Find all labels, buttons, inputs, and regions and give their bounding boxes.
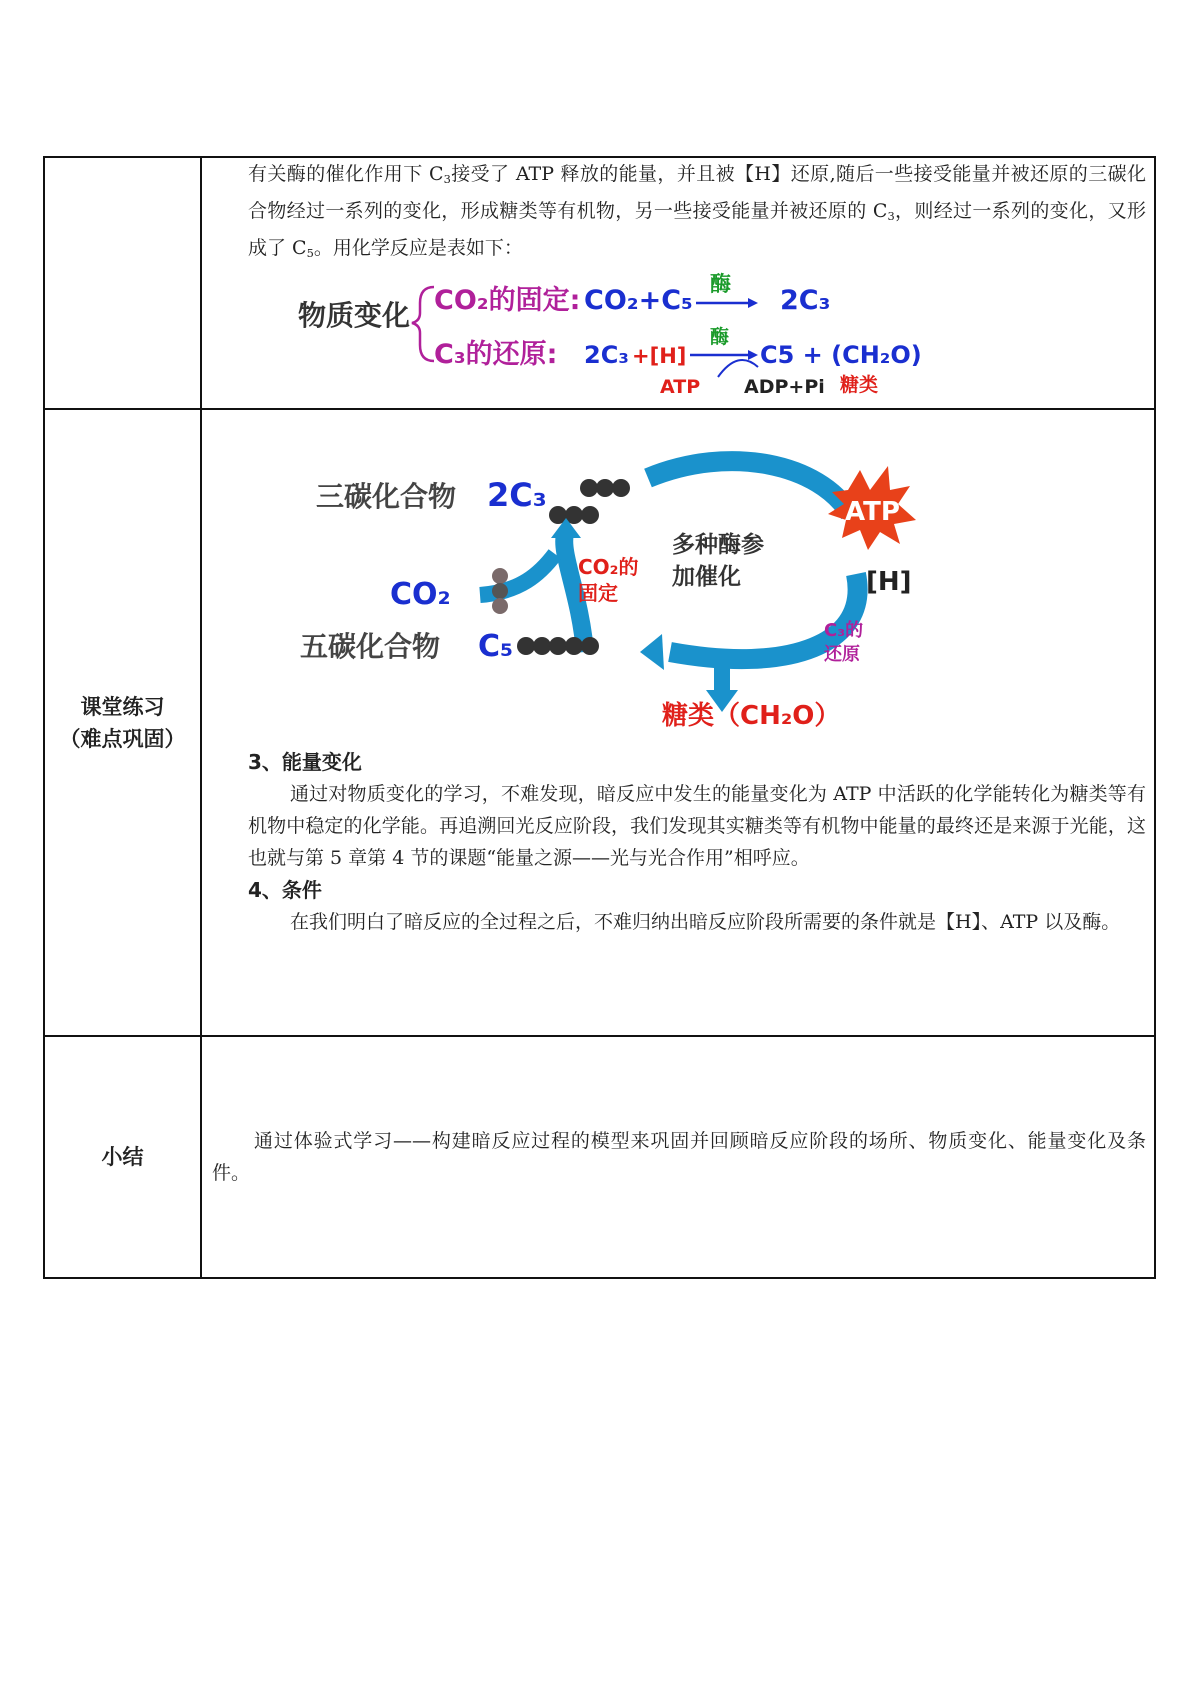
section4-title: 4、条件 bbox=[248, 878, 322, 902]
co2-fixation-diagram-1: CO₂的 bbox=[578, 555, 639, 579]
brace bbox=[412, 287, 434, 361]
c3-reduction-diagram-2: 还原 bbox=[824, 644, 860, 665]
cycle-arrow-top bbox=[648, 461, 850, 514]
row-label: 课堂练习 bbox=[80, 694, 165, 719]
co2-fixation-diagram-2: 固定 bbox=[578, 581, 618, 605]
c3-reduction-paragraph: 有关酶的催化作用下 $C_3$接受了 ATP 释放的能量，并且被【H】还原,随后一些接受能量并被还原的三碳化合物经过一系列的变化，形成糖类等有机物，另一些接受能量并被还原的 $C_3$，则经过一系列的变化，又形成了 $C_5$。用化学反应是表如下： bbox=[248, 163, 1146, 260]
summary-label: 小结 bbox=[101, 1145, 144, 1169]
table-row bbox=[44, 157, 1155, 409]
c5-label: C₅ bbox=[478, 629, 514, 664]
row3-content-cell bbox=[201, 1036, 1155, 1278]
row3-label-cell bbox=[44, 1036, 201, 1278]
row2-label-cell bbox=[44, 409, 201, 1036]
reaction-equations bbox=[248, 269, 948, 401]
enzymes-label-1: 多种酶参 bbox=[672, 532, 764, 558]
c3-reduction-reactant: 2C₃ bbox=[584, 340, 629, 369]
h-label: [H] bbox=[866, 567, 912, 597]
summary-text: 通过体验式学习——构建暗反应过程的模型来巩固并回顾暗反应阶段的场所、物质变化、能量变化及条件。 bbox=[212, 1130, 1146, 1184]
five-carbon-label: 五碳化合物 bbox=[300, 630, 441, 663]
reaction-arrow-2-head bbox=[748, 350, 758, 360]
atp-diagram-label: ATP bbox=[845, 497, 900, 527]
c3-reduction-h: +[H] bbox=[632, 343, 687, 368]
row1-label-cell bbox=[44, 157, 201, 409]
co2-diagram-label: CO₂ bbox=[390, 577, 451, 612]
table-row bbox=[44, 409, 1155, 1036]
c3-reduction-products: C5 + (CH₂O) bbox=[760, 340, 922, 369]
enzyme-label-2: 酶 bbox=[710, 325, 730, 348]
c5-molecules bbox=[517, 637, 599, 655]
enzymes-label-2: 加催化 bbox=[672, 564, 741, 590]
co2-fixation-formula: CO₂+C₅ bbox=[584, 284, 693, 316]
section3-text: 通过对物质变化的学习，不难发现，暗反应中发生的能量变化为 ATP 中活跃的化学能转化为糖类等有机物中稳定的化学能。再追溯回光反应阶段，我们发现其实糖类等有机物中能量的最终还是来源于光能，这也就与第 5 章第 4 节的课题“能量之源——光与光合作用”相呼应。 bbox=[248, 783, 1146, 869]
c3-reduction-diagram-1: C₃的 bbox=[824, 620, 864, 641]
cycle-arrowhead-left bbox=[640, 634, 664, 670]
row1-content-cell bbox=[201, 157, 1155, 409]
co2-fixation-product: 2C₃ bbox=[780, 284, 831, 316]
sugar-diagram-label: 糖类（CH₂O） bbox=[662, 701, 841, 731]
three-carbon-label: 三碳化合物 bbox=[316, 480, 457, 513]
section3-title: 3、能量变化 bbox=[248, 750, 362, 774]
co2-arrow bbox=[480, 554, 555, 595]
sugar-label: 糖类 bbox=[840, 373, 879, 396]
energy-curve bbox=[718, 359, 758, 376]
row-label-sub: （难点巩固） bbox=[59, 726, 186, 751]
section4-text: 在我们明白了暗反应的全过程之后，不难归纳出暗反应阶段所需要的条件就是【H】、ATP 以及酶。 bbox=[290, 911, 1121, 933]
co2-fixation-label: CO₂的固定: bbox=[434, 284, 581, 316]
row2-content-cell bbox=[201, 409, 1155, 1036]
c3-molecules bbox=[549, 479, 630, 524]
lesson-table bbox=[43, 156, 1156, 1279]
enzyme-label-1: 酶 bbox=[710, 271, 731, 296]
calvin-cycle-diagram bbox=[260, 424, 980, 742]
atp-label: ATP bbox=[660, 375, 701, 398]
reaction-arrow-1-head bbox=[748, 298, 758, 308]
c3-reduction-label: C₃的还原: bbox=[434, 338, 558, 370]
equation-heading: 物质变化 bbox=[298, 298, 411, 332]
co2-molecule bbox=[492, 568, 508, 614]
adp-label: ADP+Pi bbox=[744, 375, 825, 398]
table-row bbox=[44, 1036, 1155, 1278]
two-c3-label: 2C₃ bbox=[487, 476, 547, 514]
